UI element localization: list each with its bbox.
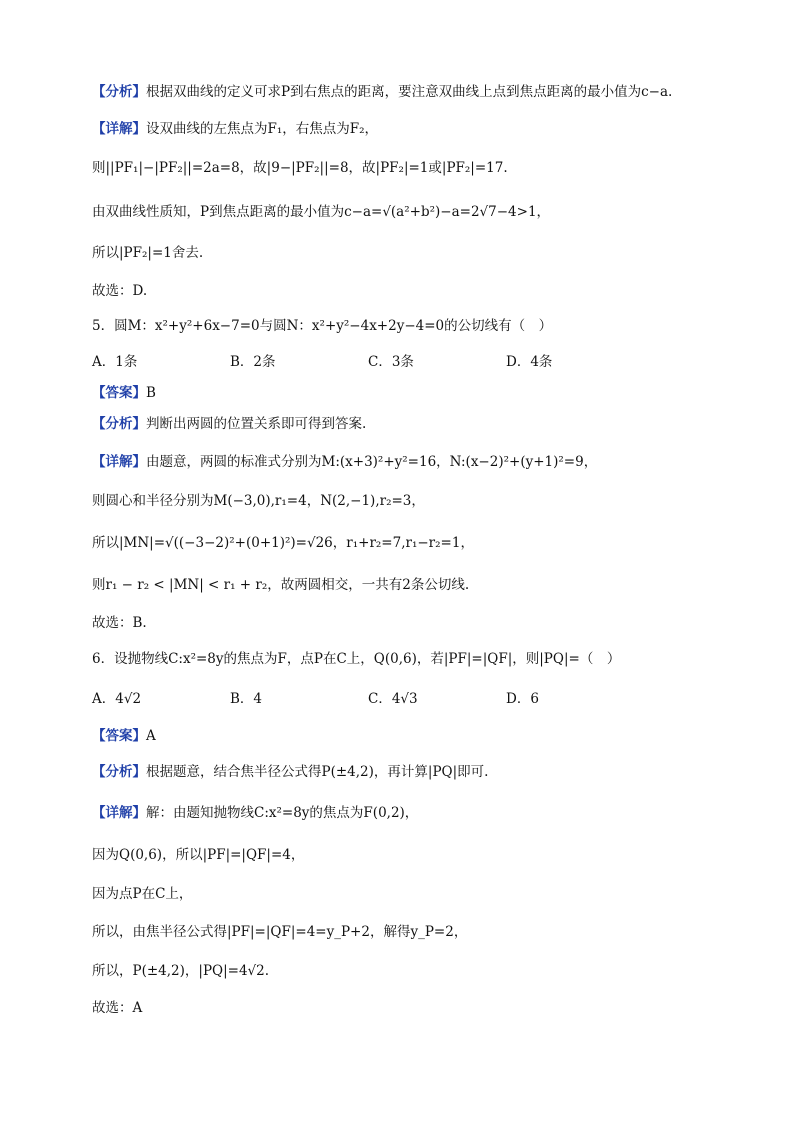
option-b: B．4 [230, 691, 263, 707]
q6-detail-3: 因为点P在C上， [92, 886, 193, 902]
q4-detail-3: 由双曲线性质知，P到焦点距离的最小值为c−a=√(a²+b²)−a=2√7−4>1， [92, 204, 551, 220]
q6-answer [92, 726, 156, 746]
analysis-text: 根据双曲线的定义可求P到右焦点的距离，要注意双曲线上点到焦点距离的最小值为c−a. [146, 84, 673, 100]
q5-detail-3: 所以|MN|=√((−3−2)²+(0+1)²)=√26，r₁+r₂=7,r₁−r₂=1， [92, 535, 474, 551]
q4-choice: 故选：D. [92, 283, 148, 299]
q5-choice: 故选：B. [92, 615, 147, 631]
q6-detail-2: 因为Q(0,6)，所以|PF|=|QF|=4， [92, 847, 305, 863]
detail-text: 由题意，两圆的标准式分别为M:(x+3)²+y²=16，N:(x−2)²+(y+1)²=9， [146, 454, 598, 470]
q6-choice: 故选：A [92, 1000, 143, 1016]
option-c: C．3条 [368, 354, 414, 370]
detail-tag: 【详解】 [92, 121, 146, 137]
q6-detail-5: 所以，P(±4,2)，|PQ|=4√2. [92, 963, 270, 979]
option-d: D．6 [506, 691, 539, 707]
q6-options [92, 689, 539, 709]
analysis-tag: 【分析】 [92, 416, 146, 432]
q5-detail-1 [92, 452, 597, 472]
q5-stem: 5．圆M：x²+y²+6x−7=0与圆N：x²+y²−4x+2y−4=0的公切线有（ ） [92, 318, 553, 334]
q5-detail-2: 则圆心和半径分别为M(−3,0),r₁=4，N(2,−1),r₂=3， [92, 493, 425, 509]
q4-analysis [92, 82, 672, 102]
answer-tag: 【答案】 [92, 385, 146, 401]
detail-text: 设双曲线的左焦点为F₁，右焦点为F₂， [146, 121, 379, 137]
detail-text: 解：由题知抛物线C:x²=8y的焦点为F(0,2)， [146, 805, 419, 821]
analysis-text: 判断出两圆的位置关系即可得到答案. [146, 416, 367, 432]
q5-options [92, 352, 552, 372]
q5-analysis [92, 414, 366, 434]
option-c: C．4√3 [368, 691, 418, 707]
detail-tag: 【详解】 [92, 454, 146, 470]
q4-detail-2: 则||PF₁|−|PF₂||=2a=8，故|9−|PF₂||=8，故|PF₂|=1或|PF₂|=17. [92, 160, 508, 176]
analysis-tag: 【分析】 [92, 84, 146, 100]
answer-text: A [146, 728, 156, 744]
q6-detail-1 [92, 803, 418, 823]
q6-detail-4: 所以，由焦半径公式得|PF|=|QF|=4=y_P+2，解得y_P=2， [92, 924, 468, 940]
analysis-text: 根据题意，结合焦半径公式得P(±4,2)，再计算|PQ|即可. [146, 764, 489, 780]
detail-tag: 【详解】 [92, 805, 146, 821]
q5-answer [92, 383, 156, 403]
q6-stem: 6．设抛物线C:x²=8y的焦点为F，点P在C上，Q(0,6)，若|PF|=|QF|，则|PQ|=（ ） [92, 651, 621, 667]
q5-detail-4: 则r₁ − r₂ < |MN| < r₁ + r₂，故两圆相交，一共有2条公切线. [92, 577, 470, 593]
answer-tag: 【答案】 [92, 728, 146, 744]
option-d: D．4条 [506, 354, 553, 370]
option-a: A．4√2 [92, 691, 142, 707]
q6-analysis [92, 762, 488, 782]
option-a: A．1条 [92, 354, 138, 370]
option-b: B．2条 [230, 354, 276, 370]
answer-text: B [146, 385, 156, 401]
analysis-tag: 【分析】 [92, 764, 146, 780]
q4-detail-4: 所以|PF₂|=1舍去. [92, 245, 204, 261]
q4-detail-1 [92, 119, 378, 139]
